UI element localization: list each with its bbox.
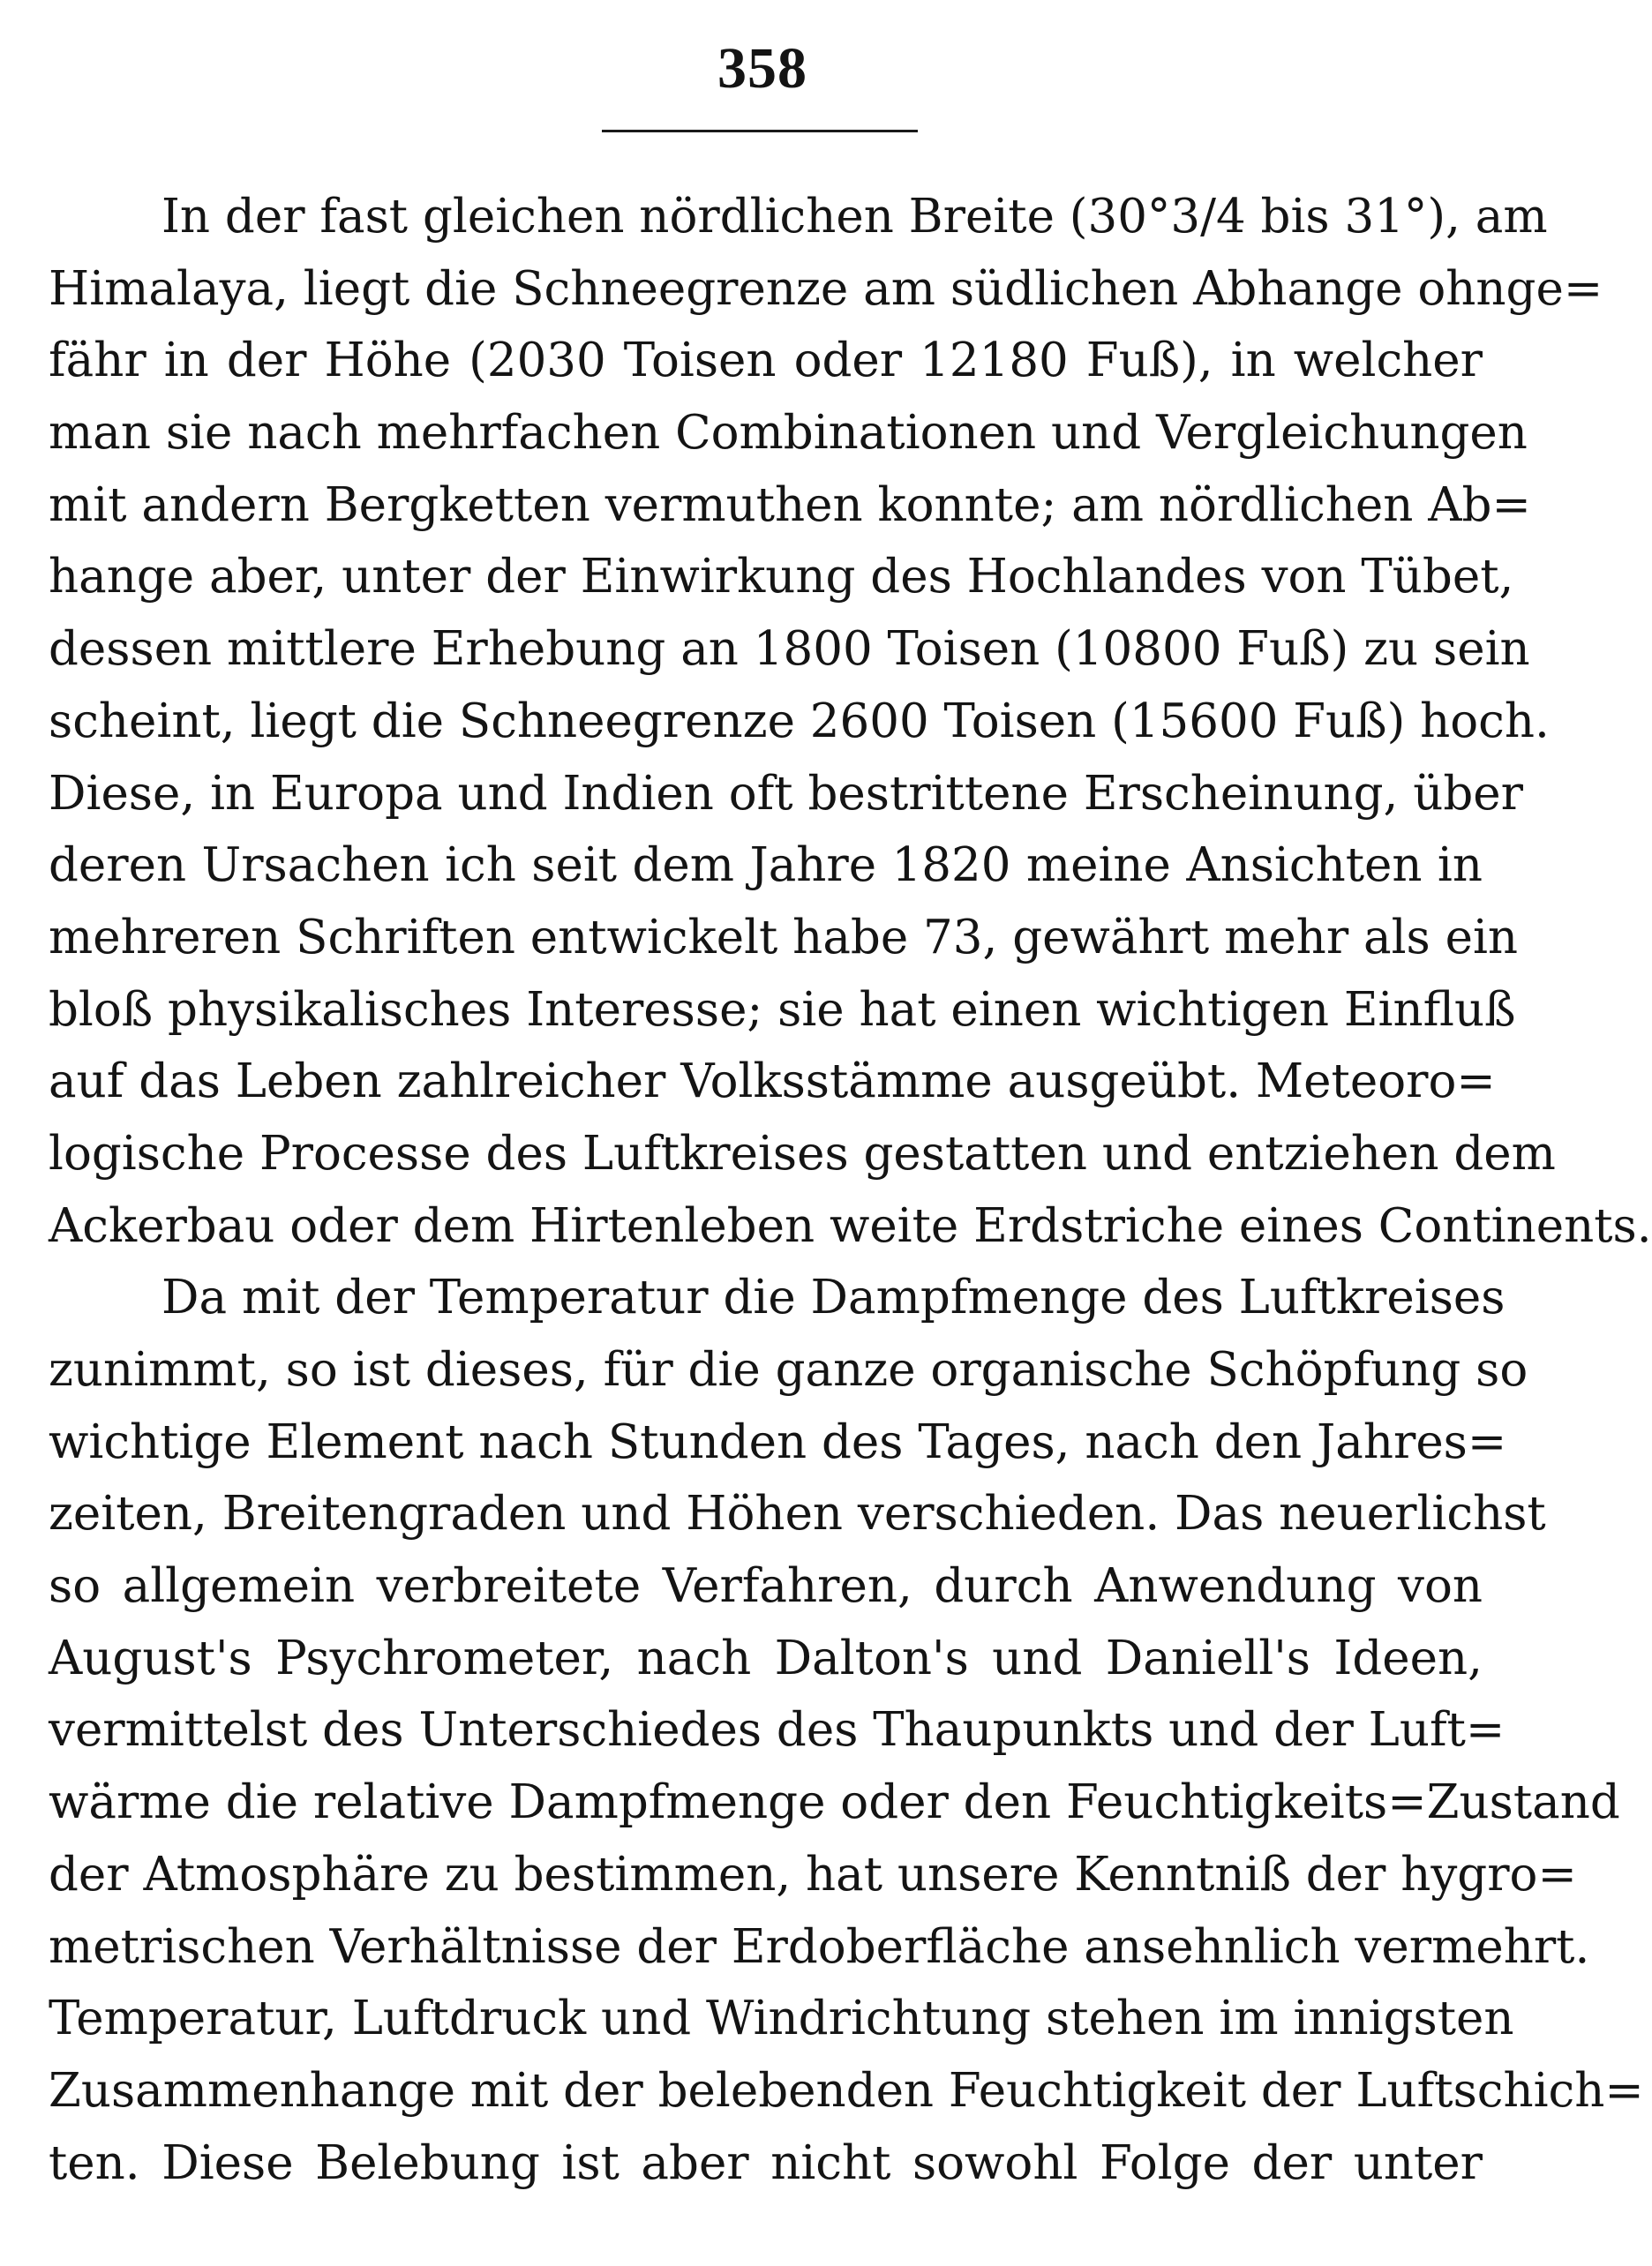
text-line: scheint, liegt die Schneegrenze 2600 Toisen (15600 Fuß) hoch. xyxy=(49,694,1550,748)
text-line: der Atmosphäre zu bestimmen, hat unsere Kenntniß der hygro= xyxy=(49,1847,1577,1902)
text-line: vermittelst des Unterschiedes des Thaupunkts und der Luft= xyxy=(49,1703,1506,1758)
page-number: 358 xyxy=(717,36,807,101)
text-line: August's Psychrometer, nach Dalton's und Daniell's Ideen, xyxy=(49,1631,1483,1685)
text-line: Da mit der Temperatur die Dampfmenge des Luftkreises xyxy=(161,1271,1506,1325)
text-line: mit andern Bergketten vermuthen konnte; am nördlichen Ab= xyxy=(49,477,1531,532)
text-line: logische Processe des Luftkreises gestatten und entziehen dem xyxy=(49,1126,1556,1181)
text-line: auf das Leben zahlreicher Volksstämme ausgeübt. Meteoro= xyxy=(49,1054,1496,1109)
text-line: deren Ursachen ich seit dem Jahre 1820 meine Ansichten in xyxy=(49,838,1483,893)
text-line: wärme die relative Dampfmenge oder den Feuchtigkeits=Zustand xyxy=(49,1775,1620,1830)
text-line: wichtige Element nach Stunden des Tages, nach den Jahres= xyxy=(49,1414,1507,1469)
text-line: Himalaya, liegt die Schneegrenze am südlichen Abhange ohnge= xyxy=(49,261,1603,316)
text-line: dessen mittlere Erhebung an 1800 Toisen (10800 Fuß) zu sein xyxy=(49,622,1530,677)
text-line: In der fast gleichen nördlichen Breite (30°3/4 bis 31°), am xyxy=(161,190,1548,244)
text-line: bloß physikalisches Interesse; sie hat einen wichtigen Einfluß xyxy=(49,982,1516,1037)
text-line: fähr in der Höhe (2030 Toisen oder 12180 Fuß), in welcher xyxy=(49,334,1483,388)
text-line: Zusammenhange mit der belebenden Feuchtigkeit der Luftschich= xyxy=(49,2063,1644,2118)
text-line: metrischen Verhältnisse der Erdoberfläche ansehnlich vermehrt. xyxy=(49,1919,1590,1974)
text-line: Temperatur, Luftdruck und Windrichtung stehen im innigsten xyxy=(49,1992,1514,2046)
text-line: zunimmt, so ist dieses, für die ganze organische Schöpfung so xyxy=(49,1343,1528,1397)
text-line: Diese, in Europa und Indien oft bestrittene Erscheinung, über xyxy=(49,766,1523,821)
text-line: zeiten, Breitengraden und Höhen verschieden. Das neuerlichst xyxy=(49,1487,1546,1542)
text-line: ten. Diese Belebung ist aber nicht sowohl Folge der unter xyxy=(49,2135,1483,2190)
body-text xyxy=(49,181,1652,2199)
text-line: mehreren Schriften entwickelt habe 73, gewährt mehr als ein xyxy=(49,910,1519,964)
text-line: hange aber, unter der Einwirkung des Hochlandes von Tübet, xyxy=(49,550,1514,604)
text-line: so allgemein verbreitete Verfahren, durch Anwendung von xyxy=(49,1559,1483,1614)
header-rule xyxy=(602,130,918,132)
text-line: man sie nach mehrfachen Combinationen und Vergleichungen xyxy=(49,406,1528,461)
text-line: Ackerbau oder dem Hirtenleben weite Erdstriche eines Continents. xyxy=(49,1198,1652,1253)
